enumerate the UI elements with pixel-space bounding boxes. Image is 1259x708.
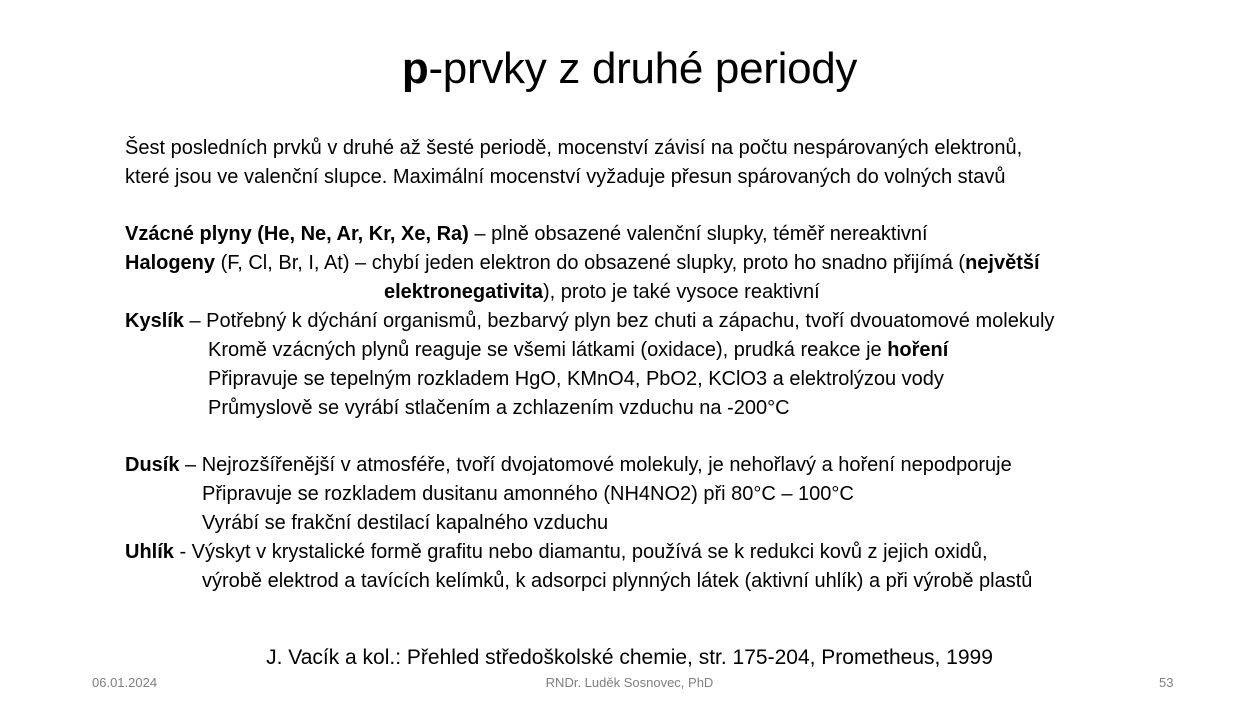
- nitrogen-line-2: Připravuje se rozkladem dusitanu amonného (NH4NO2) při 80°C – 100°C: [202, 483, 854, 505]
- oxygen-text: – Potřebný k dýchání organismů, bezbarvý plyn bez chuti a zápachu, tvoří dvouatomové molekuly: [183, 310, 1055, 332]
- slide-title: [0, 42, 1259, 96]
- oxygen-line-2: [208, 337, 948, 363]
- oxygen-line: [125, 308, 1054, 334]
- halogens-line: [125, 250, 1040, 276]
- halogens-text-2: ), proto je také vysoce reaktivní: [542, 281, 820, 303]
- nitrogen-text: – Nejrozšířenější v atmosféře, tvoří dvojatomové molekuly, je nehořlavý a hoření nepodporuje: [179, 454, 1012, 476]
- noble-gases-line: [125, 221, 928, 247]
- halogens-text: (F, Cl, Br, I, At) – chybí jeden elektron do obsazené slupky, proto ho snadno přijímá (: [215, 252, 966, 274]
- halogens-line-2: [384, 279, 820, 305]
- halogens-bold-2: elektronegativita: [384, 281, 543, 303]
- intro-line-1: Šest posledních prvků v druhé až šesté periodě, mocenství závisí na počtu nespárovaných elektronů,: [125, 137, 1023, 159]
- carbon-text: - Výskyt v krystalické formě grafitu nebo diamantu, používá se k redukci kovů z jejich oxidů,: [173, 541, 988, 563]
- footer-author: RNDr. Luděk Sosnovec, PhD: [545, 675, 714, 690]
- oxygen-line-4: Průmyslově se vyrábí stlačením a zchlazením vzduchu na -200°C: [208, 397, 790, 419]
- footer-date: 06.01.2024: [92, 675, 158, 690]
- title-rest: -prvky z druhé periody: [428, 44, 858, 93]
- halogens-bold-1: největší: [965, 252, 1040, 274]
- halogens-heading: Halogeny: [125, 252, 216, 274]
- carbon-heading: Uhlík: [125, 541, 174, 563]
- noble-gases-text: – plně obsazené valenční slupky, téměř nereaktivní: [468, 223, 928, 245]
- title-bold-p: p: [401, 44, 429, 93]
- oxygen-line-3: Připravuje se tepelným rozkladem HgO, KMnO4, PbO2, KClO3 a elektrolýzou vody: [208, 368, 944, 390]
- nitrogen-heading: Dusík: [125, 454, 180, 476]
- carbon-line-2: výrobě elektrod a tavících kelímků, k adsorpci plynných látek (aktivní uhlík) a při výrobě plastů: [202, 570, 1033, 592]
- oxygen-text-2: Kromě vzácných plynů reaguje se všemi látkami (oxidace), prudká reakce je: [208, 339, 888, 361]
- nitrogen-line: [125, 452, 1012, 478]
- oxygen-heading: Kyslík: [125, 310, 184, 332]
- reference-citation: J. Vacík a kol.: Přehled středoškolské chemie, str. 175-204, Prometheus, 1999: [266, 646, 993, 669]
- noble-gases-heading: Vzácné plyny (He, Ne, Ar, Kr, Xe, Ra): [125, 223, 469, 245]
- intro-line-2: které jsou ve valenční slupce. Maximální mocenství vyžaduje přesun spárovaných do volných stavů: [125, 166, 1006, 188]
- nitrogen-line-3: Vyrábí se frakční destilací kapalného vzduchu: [202, 512, 609, 534]
- footer-page-number: 53: [1159, 675, 1174, 690]
- carbon-line: [125, 539, 988, 565]
- oxygen-bold-burning: hoření: [887, 339, 949, 361]
